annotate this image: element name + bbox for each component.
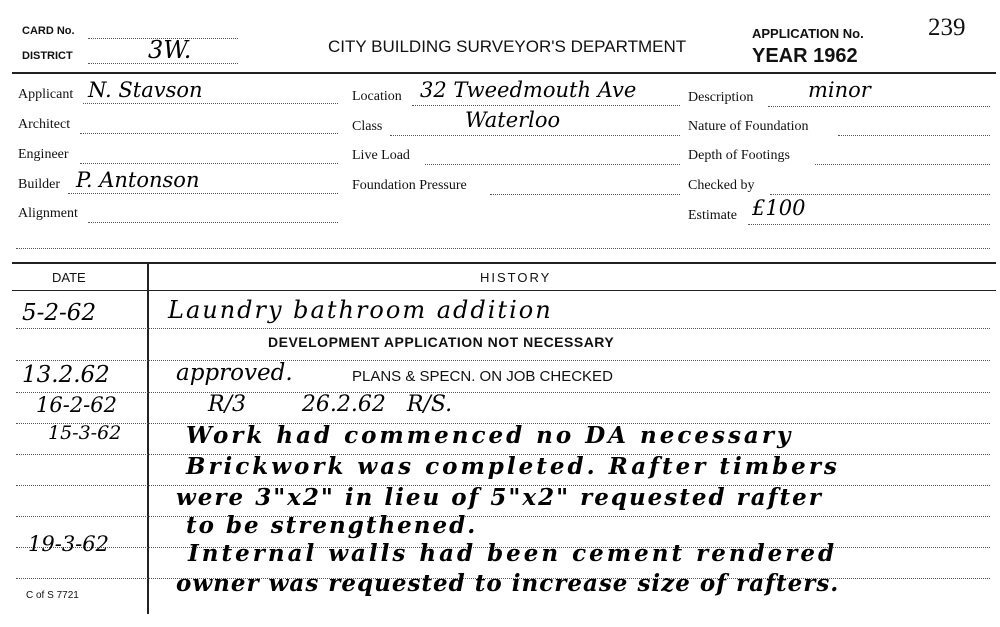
- history-column-divider: [147, 262, 149, 614]
- application-no-value: 239: [928, 14, 966, 41]
- builder-value: P. Antonson: [76, 168, 200, 192]
- form-code: C of S 7721: [26, 590, 79, 601]
- estimate-line: [748, 224, 990, 225]
- date-header: DATE: [52, 270, 86, 285]
- history-date: 13.2.62: [22, 362, 110, 388]
- header-rule: [12, 72, 996, 74]
- district-value: 3W.: [148, 36, 192, 64]
- nature-of-foundation-label: Nature of Foundation: [688, 119, 809, 134]
- live-load-line: [425, 164, 680, 165]
- stamp-da-not-necessary: DEVELOPMENT APPLICATION NOT NECESSARY: [268, 334, 615, 350]
- depth-of-footings-label: Depth of Footings: [688, 148, 790, 163]
- class-line: [390, 135, 680, 136]
- history-entry: R/3 26.2.62 R/S.: [208, 392, 453, 417]
- description-label: Description: [688, 90, 754, 105]
- history-date: 16-2-62: [36, 393, 117, 417]
- applicant-value: N. Stavson: [88, 78, 203, 102]
- location-line: [412, 105, 680, 106]
- district-label: DISTRICT: [22, 50, 73, 62]
- builder-line: [68, 193, 338, 194]
- history-entry: Internal walls had been cement rendered: [188, 540, 838, 567]
- nature-of-foundation-line: [838, 135, 990, 136]
- history-entry: were 3"x2" in lieu of 5"x2" requested rafter: [176, 484, 823, 511]
- card-no-label: CARD No.: [22, 25, 75, 37]
- history-row-line: [16, 392, 990, 393]
- engineer-label: Engineer: [18, 147, 69, 162]
- history-row-line: [16, 360, 990, 361]
- architect-label: Architect: [18, 117, 71, 132]
- description-value: minor: [808, 78, 871, 102]
- history-entry: Laundry bathroom addition: [168, 296, 553, 324]
- foundation-pressure-line: [490, 194, 680, 195]
- depth-of-footings-line: [815, 164, 990, 165]
- department-title: CITY BUILDING SURVEYOR'S DEPARTMENT: [328, 37, 687, 56]
- builder-label: Builder: [18, 177, 60, 192]
- history-header-rule: [12, 290, 996, 291]
- history-entry: owner was requested to increase size of rafters.: [176, 570, 840, 597]
- description-line: [768, 106, 990, 107]
- history-date: 19-3-62: [28, 532, 109, 556]
- details-bottom-dotted: [16, 248, 990, 249]
- architect-line: [80, 133, 338, 134]
- year-label: YEAR 1962: [752, 45, 858, 67]
- alignment-line: [88, 222, 338, 223]
- history-header: HISTORY: [480, 270, 552, 285]
- history-top-rule: [12, 262, 996, 264]
- foundation-pressure-label: Foundation Pressure: [352, 178, 467, 193]
- history-row-line: [16, 328, 990, 329]
- applicant-line: [83, 103, 338, 104]
- history-entry: to be strengthened.: [186, 512, 478, 539]
- application-no-label: APPLICATION No.: [752, 26, 864, 41]
- class-label: Class: [352, 119, 383, 134]
- checked-by-label: Checked by: [688, 178, 755, 193]
- alignment-label: Alignment: [18, 206, 78, 221]
- history-entry: approved.: [176, 360, 293, 386]
- location-value: 32 Tweedmouth Ave: [420, 78, 637, 102]
- checked-by-line: [770, 194, 990, 195]
- class-value: Waterloo: [465, 108, 561, 132]
- history-date: 5-2-62: [22, 300, 97, 326]
- history-row-line: [16, 516, 990, 517]
- history-entry: Work had commenced no DA necessary: [186, 422, 794, 449]
- engineer-line: [80, 163, 338, 164]
- estimate-value: £100: [752, 196, 806, 220]
- history-date: 15-3-62: [48, 422, 122, 444]
- location-label: Location: [352, 89, 402, 104]
- history-entry: Brickwork was completed. Rafter timbers: [186, 453, 840, 480]
- estimate-label: Estimate: [688, 208, 737, 223]
- live-load-label: Live Load: [352, 148, 410, 163]
- applicant-label: Applicant: [18, 87, 74, 102]
- stamp-plans-checked: PLANS & SPECN. ON JOB CHECKED: [352, 368, 613, 385]
